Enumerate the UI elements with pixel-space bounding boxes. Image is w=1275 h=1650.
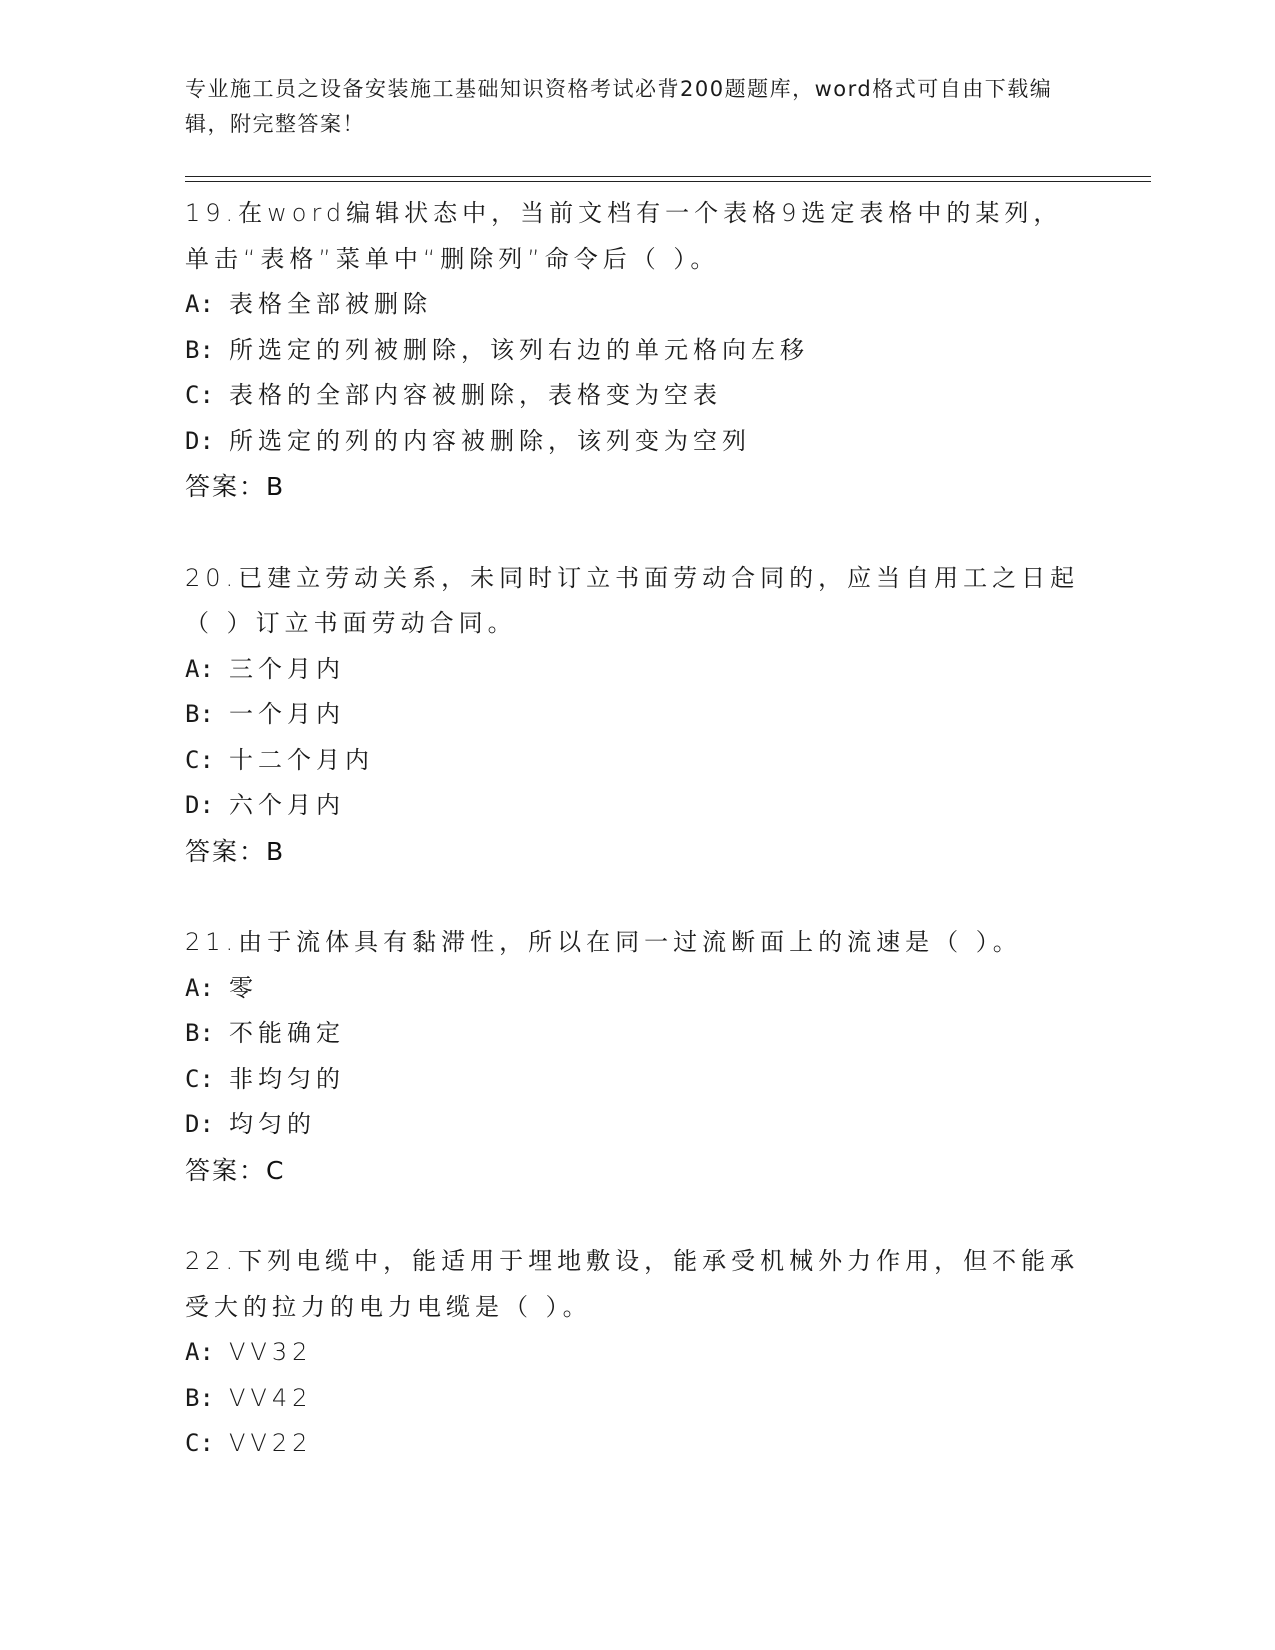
option-key: D: (185, 426, 214, 455)
option-key: B: (185, 1019, 214, 1047)
option-key: C: (185, 381, 214, 409)
option-key: C: (185, 1064, 214, 1093)
option-key: A: (185, 1338, 214, 1366)
option-key: C: (185, 1429, 214, 1457)
option-a (185, 647, 1085, 693)
question-21 (185, 920, 1085, 1193)
option-text: VV42 (229, 1383, 313, 1412)
option-d (185, 1102, 1085, 1148)
option-text: VV32 (229, 1338, 313, 1366)
answer-line: 答案：B (185, 472, 286, 501)
option-a (185, 282, 1085, 328)
option-key: B: (185, 1383, 214, 1412)
option-d (185, 419, 1085, 465)
question-text: 20.已建立劳动关系，未同时订立书面劳动合同的，应当自用工之日起（ ）订立书面劳动合同。 (185, 563, 1080, 637)
option-text: 所选定的列被删除，该列右边的单元格向左移 (229, 335, 809, 364)
option-d (185, 783, 1085, 829)
option-text: 十二个月内 (229, 745, 374, 774)
option-text: 表格的全部内容被删除，表格变为空表 (229, 381, 722, 409)
header-divider-top (185, 176, 1151, 177)
option-key: C: (185, 745, 214, 774)
question-text: 22.下列电缆中，能适用于埋地敷设，能承受机械外力作用，但不能承受大的拉力的电力电缆是（ ）。 (185, 1247, 1080, 1321)
option-key: A: (185, 973, 214, 1002)
answer-line: 答案：B (185, 836, 286, 866)
option-b (185, 692, 1085, 738)
option-text: 表格全部被删除 (229, 290, 432, 318)
option-key: A: (185, 654, 214, 683)
option-c (185, 738, 1085, 784)
question-list (185, 191, 1085, 1513)
question-22 (185, 1239, 1085, 1467)
option-key: B: (185, 335, 214, 364)
document-header: 专业施工员之设备安装施工基础知识资格考试必背200题题库，word格式可自由下载编辑，附完整答案！ (185, 77, 1053, 136)
question-19 (185, 191, 1085, 510)
option-b (185, 1376, 1085, 1422)
option-text: 不能确定 (229, 1019, 345, 1047)
option-c (185, 1421, 1085, 1467)
question-text: 19.在word编辑状态中，当前文档有一个表格9选定表格中的某列，单击“表格”菜单中“删除列”命令后（ ）。 (185, 199, 1063, 273)
question-text: 21.由于流体具有黏滞性，所以在同一过流断面上的流速是（ ）。 (185, 928, 1022, 956)
option-key: D: (185, 1110, 214, 1138)
question-20 (185, 556, 1085, 875)
option-text: 一个月内 (229, 700, 345, 728)
option-text: 零 (229, 973, 258, 1002)
option-c (185, 1057, 1085, 1103)
option-text: 三个月内 (229, 654, 345, 683)
answer-line: 答案：C (185, 1155, 286, 1185)
option-text: 非均匀的 (229, 1064, 345, 1093)
option-a (185, 966, 1085, 1012)
option-text: 所选定的列的内容被删除，该列变为空列 (229, 426, 751, 455)
option-key: A: (185, 290, 214, 318)
option-text: 六个月内 (229, 791, 345, 819)
option-key: B: (185, 700, 214, 728)
option-text: 均匀的 (229, 1110, 316, 1138)
option-c (185, 373, 1085, 419)
option-text: VV22 (229, 1429, 313, 1457)
option-b (185, 1011, 1085, 1057)
option-key: D: (185, 791, 214, 819)
option-b (185, 328, 1085, 374)
option-a (185, 1330, 1085, 1376)
header-divider-bottom (185, 181, 1151, 182)
